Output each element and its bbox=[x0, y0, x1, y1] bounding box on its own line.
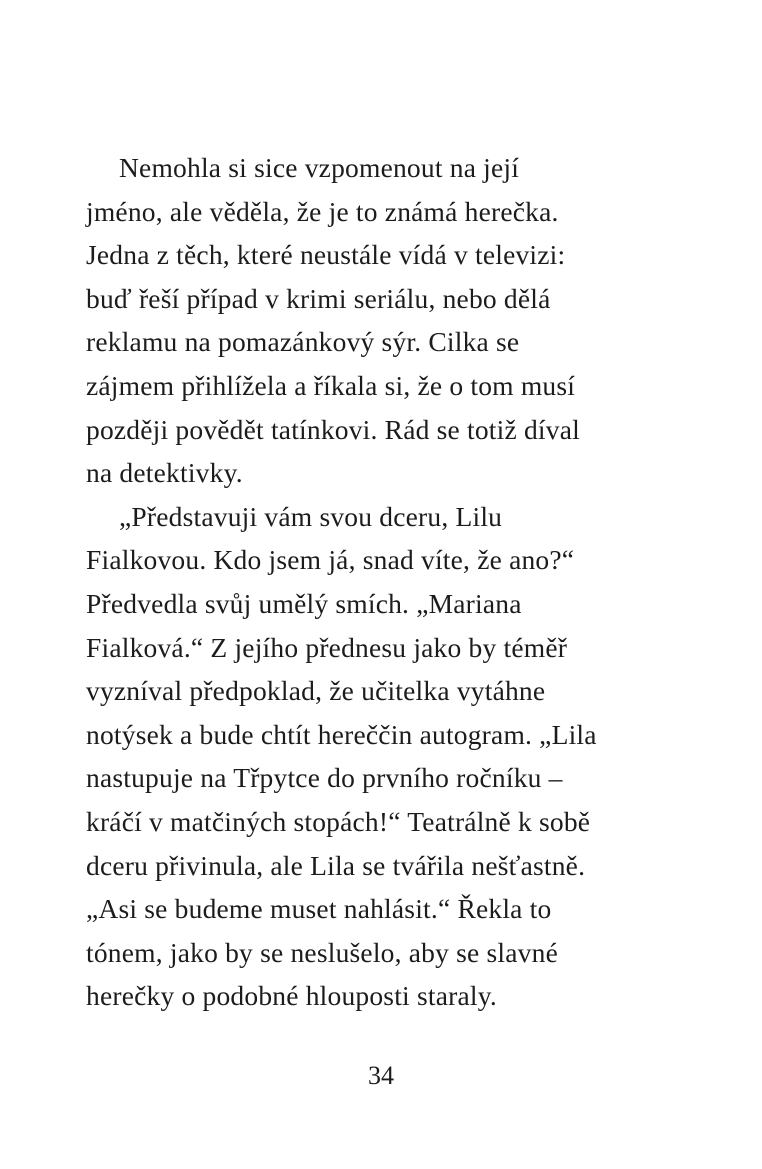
text-line: „Asi se budeme muset nahlásit.“ Řekla to bbox=[86, 893, 552, 925]
text-line: buď řeší případ v krimi seriálu, nebo dělá bbox=[86, 282, 551, 314]
text-line: Předvedla svůj umělý smích. „Mariana bbox=[86, 587, 522, 619]
text-line: nastupuje na Třpytce do prvního ročníku – bbox=[86, 762, 563, 794]
paragraph bbox=[86, 146, 686, 495]
text-line: kráčí v matčiných stopách!“ Teatrálně k sobě bbox=[86, 805, 591, 837]
text-line: zájmem přihlížela a říkala si, že o tom musí bbox=[86, 369, 576, 401]
text-line: jméno, ale věděla, že je to známá herečka. bbox=[86, 195, 559, 227]
text-line: Fialkovou. Kdo jsem já, snad víte, že ano?“ bbox=[86, 544, 575, 576]
text-line: Jedna z těch, které neustále vídá v televizi: bbox=[86, 239, 566, 271]
text-line: „Představuji vám svou dceru, Lilu bbox=[119, 500, 503, 532]
text-line: vyzníval předpoklad, že učitelka vytáhne bbox=[86, 675, 546, 707]
text-line: Nemohla si sice vzpomenout na její bbox=[119, 152, 520, 183]
text-line: dceru přivinula, ale Lila se tvářila nešťastně. bbox=[86, 849, 586, 881]
text-line: tónem, jako by se neslušelo, aby se slavné bbox=[86, 936, 558, 968]
text-line: notýsek a bude chtít hereččin autogram. „Lila bbox=[86, 718, 597, 750]
text-line: herečky o podobné hlouposti staraly. bbox=[86, 980, 497, 1012]
text-line: později povědět tatínkovi. Rád se totiž díval bbox=[86, 413, 580, 445]
text-line: Fialková.“ Z jejího přednesu jako by téměř bbox=[86, 631, 568, 663]
paragraph bbox=[86, 495, 686, 1018]
page-number: 34 bbox=[368, 1061, 394, 1090]
text-line: na detektivky. bbox=[86, 457, 243, 489]
text-line: reklamu na pomazánkový sýr. Cilka se bbox=[86, 326, 520, 358]
body-text bbox=[86, 146, 686, 1018]
